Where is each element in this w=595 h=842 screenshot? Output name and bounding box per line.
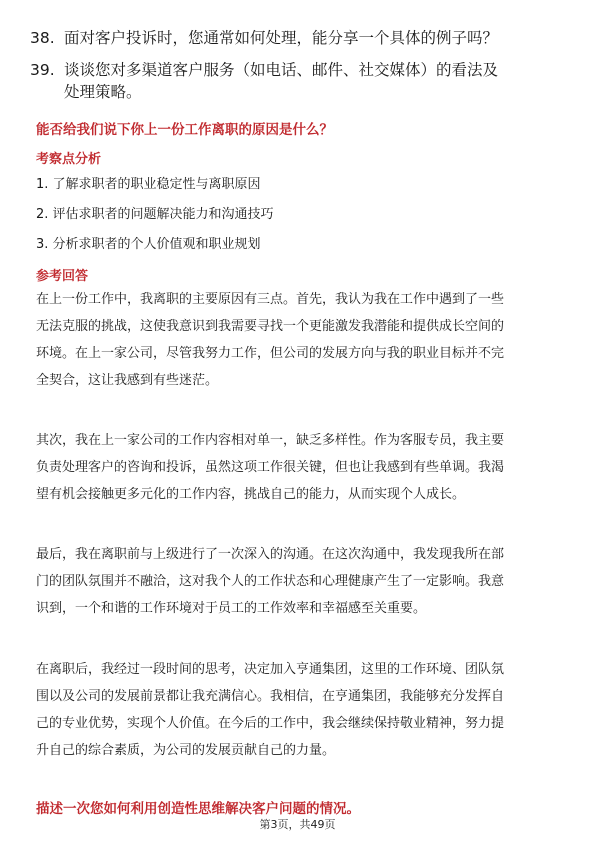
question-38 — [30, 26, 570, 50]
question-text: 面对客户投诉时，您通常如何处理，能分享一个具体的例子吗？ — [64, 29, 499, 47]
paragraph-line: 负责处理客户的咨询和投诉，虽然这项工作很关键，但也让我感到有些单调。我渴 — [36, 460, 505, 475]
answer-paragraph — [36, 541, 566, 622]
paragraph-line: 围以及公司的发展前景都让我充满信心。我相信，在亨通集团，我能够充分发挥自 — [36, 689, 505, 704]
answer-paragraph — [36, 286, 566, 394]
answer-title: 参考回答 — [36, 269, 89, 284]
paragraph-line: 最后，我在离职前与上级进行了一次深入的沟通。在这次沟通中，我发现我所在部 — [36, 547, 505, 562]
analysis-title: 考察点分析 — [36, 152, 102, 167]
next-section-title: 描述一次您如何利用创造性思维解决客户问题的情况。 — [36, 801, 360, 817]
paragraph-line: 在上一份工作中，我离职的主要原因有三点。首先，我认为我在工作中遇到了一些 — [36, 292, 505, 307]
question-39-continuation: 处理策略。 — [64, 83, 142, 101]
section-title: 能否给我们说下你上一份工作离职的原因是什么？ — [36, 122, 333, 138]
paragraph-line: 环境。在上一家公司，尽管我努力工作，但公司的发展方向与我的职业目标并不完 — [36, 346, 505, 361]
analysis-item: 1. 了解求职者的职业稳定性与离职原因 — [36, 177, 261, 192]
paragraph-line: 己的专业优势，实现个人价值。在今后的工作中，我会继续保持敬业精神，努力提 — [36, 716, 505, 731]
paragraph-line: 升自己的综合素质，为公司的发展贡献自己的力量。 — [36, 743, 336, 758]
page-footer: 第3页，共49页 — [259, 818, 336, 831]
question-39 — [30, 58, 570, 82]
paragraph-line: 全契合，这让我感到有些迷茫。 — [36, 373, 219, 388]
question-text: 谈谈您对多渠道客户服务（如电话、邮件、社交媒体）的看法及 — [64, 61, 499, 79]
paragraph-line: 识到，一个和谐的工作环境对于员工的工作效率和幸福感至关重要。 — [36, 601, 427, 616]
paragraph-line: 望有机会接触更多元化的工作内容，挑战自己的能力，从而实现个人成长。 — [36, 487, 466, 502]
analysis-item: 2. 评估求职者的问题解决能力和沟通技巧 — [36, 207, 274, 222]
paragraph-line: 无法克服的挑战，这使我意识到我需要寻找一个更能激发我潜能和提供成长空间的 — [36, 319, 505, 334]
paragraph-line: 门的团队氛围并不融洽，这对我个人的工作状态和心理健康产生了一定影响。我意 — [36, 574, 505, 589]
question-number: 39. — [30, 61, 55, 79]
paragraph-line: 在离职后，我经过一段时间的思考，决定加入亨通集团，这里的工作环境、团队氛 — [36, 662, 505, 677]
answer-paragraph — [36, 427, 566, 508]
answer-paragraph — [36, 656, 566, 764]
analysis-item: 3. 分析求职者的个人价值观和职业规划 — [36, 237, 261, 252]
paragraph-line: 其次，我在上一家公司的工作内容相对单一，缺乏多样性。作为客服专员，我主要 — [36, 433, 505, 448]
question-number: 38. — [30, 29, 55, 47]
